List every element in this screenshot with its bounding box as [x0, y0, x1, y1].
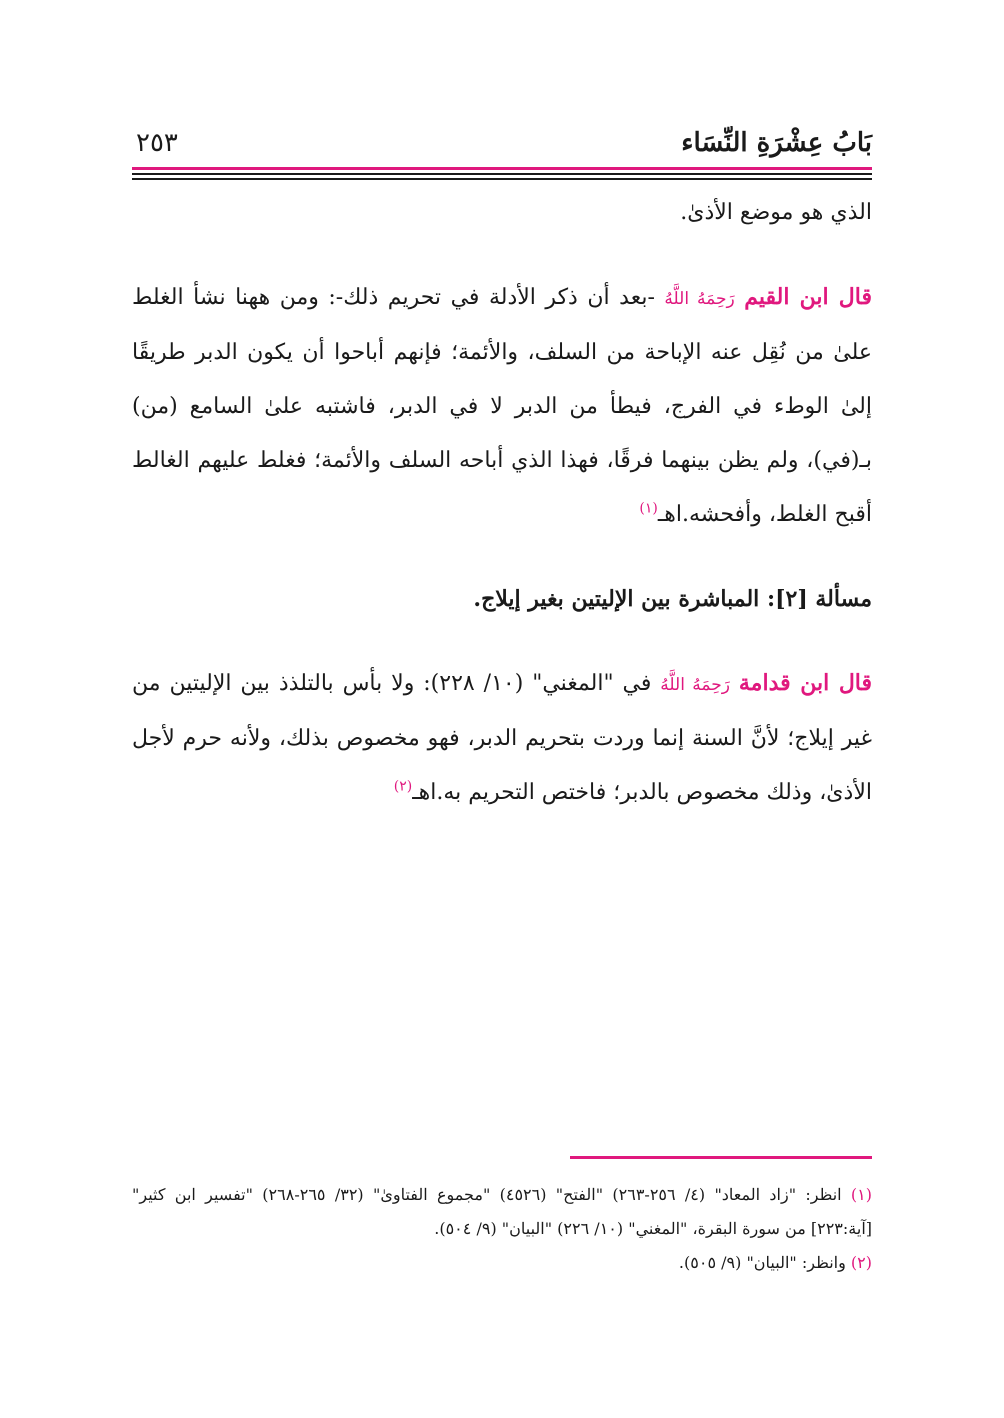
page-number: ٢٥٣ [136, 128, 178, 158]
quote-text: -بعد أن ذكر الأدلة في تحريم ذلك-: ومن ههنا نشأ الغلط علىٰ من نُقِل عنه الإباحة من السلف، والأئمة؛ فإنهم أباحوا أن يكون الدبر طريقًا إلىٰ الوطء في الفرج، فيطأ من الدبر لا في الدبر، فاشتبه علىٰ السامع (من) بـ(في)، ولم يظن بينهما فرقًا، فهذا الذي أباحه السلف والأئمة؛ فغلط عليهم الغالط أقبح الغلط، وأفحشه.اهـ [132, 285, 872, 527]
footnote-item [132, 1246, 872, 1280]
quote-ibn-alqayyim [132, 270, 872, 542]
header-rule-pink [132, 167, 872, 170]
footnote-text: وانظر: "البيان" (٩/ ٥٠٥). [678, 1253, 851, 1272]
footnote-item [132, 1178, 872, 1246]
footnote-text: انظر: "زاد المعاد" (٤/ ٢٥٦-٢٦٣) "الفتح" (٤٥٢٦) "مجموع الفتاوىٰ" (٣٢/ ٢٦٥-٢٦٨) "تفسير ابن كثير" [آية:٢٢٣] من سورة البقرة، "المغني" (١٠/ ٢٢٦) "البيان" (٩/ ٥٠٤). [132, 1185, 872, 1238]
issue-heading [132, 572, 872, 626]
header-rule-dark-2 [132, 178, 872, 180]
honorific-glyph: رَحِمَهُ اللَّهُ [664, 289, 735, 309]
footnote-ref-1[interactable]: (١) [639, 500, 658, 517]
footnote-number: (١) [850, 1185, 872, 1204]
footnote-number: (٢) [850, 1253, 872, 1272]
page-header [132, 120, 872, 168]
main-text [132, 186, 872, 820]
footnote-ref-2[interactable]: (٢) [393, 778, 413, 795]
intro-line: الذي هو موضع الأذىٰ. [680, 200, 872, 225]
speaker-name: قال ابن قدامة [738, 670, 873, 696]
honorific-glyph: رَحِمَهُ اللَّهُ [660, 675, 730, 695]
chapter-title: بَابُ عِشْرَةِ النِّسَاء [681, 128, 872, 158]
footnote-separator [570, 1156, 872, 1159]
quote-ibn-qudama [132, 656, 872, 820]
issue-label: مسألة [٢]: [766, 586, 872, 612]
speaker-name: قال ابن القيم [744, 284, 873, 310]
header-rule-dark-1 [132, 173, 872, 175]
footnotes [132, 1178, 872, 1280]
quote-text: في "المغني" (١٠/ ٢٢٨): ولا بأس بالتلذذ بين الإليتين من غير إيلاج؛ لأنَّ السنة إنما وردت بتحريم الدبر، فهو مخصوص بذلك، ولأنه حرم لأجل الأذىٰ، وذلك مخصوص بالدبر؛ فاختص التحريم به.اهـ [132, 671, 872, 805]
issue-title: المباشرة بين الإليتين بغير إيلاج. [473, 586, 767, 612]
